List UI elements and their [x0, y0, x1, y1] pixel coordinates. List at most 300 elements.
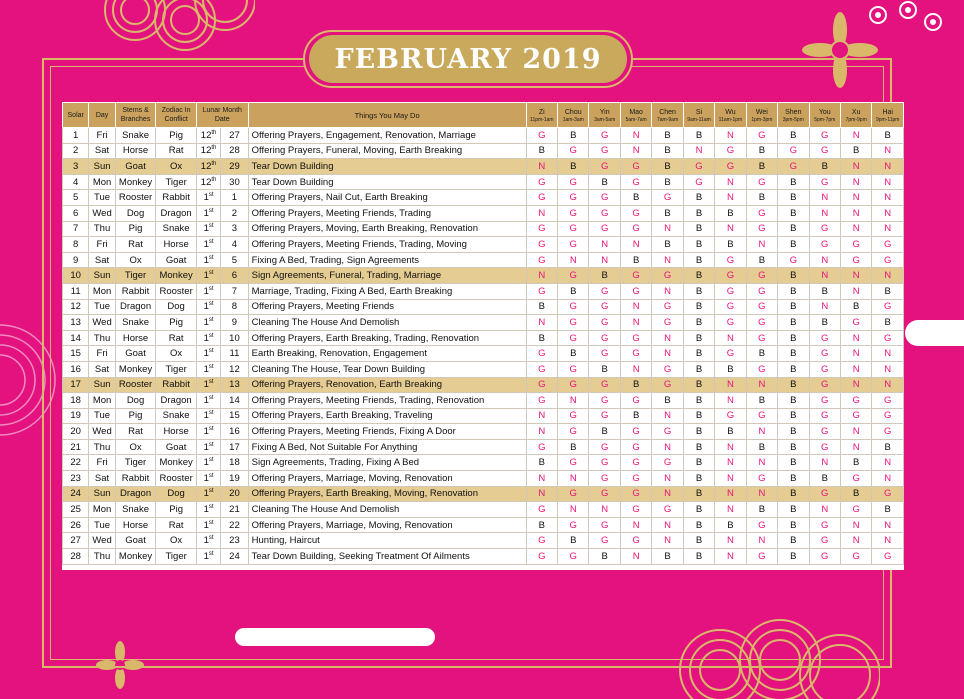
lunar-date-cell: 5 — [221, 252, 248, 268]
hour-rating-cell: N — [652, 283, 683, 299]
day-cell: Mon — [89, 502, 115, 518]
hour-rating-cell: G — [809, 346, 840, 362]
hour-rating-cell: N — [620, 128, 651, 144]
hour-rating-cell: B — [683, 128, 714, 144]
lunar-month-number: 1 — [203, 363, 209, 375]
hour-rating-cell: G — [526, 549, 557, 565]
lunar-month-number: 12 — [200, 145, 212, 157]
zodiac-conflict-cell: Dragon — [156, 205, 197, 221]
hour-rating-cell: G — [558, 190, 589, 206]
table-row — [63, 533, 904, 549]
hour-rating-cell: N — [558, 502, 589, 518]
lunar-month-cell — [196, 455, 220, 471]
solar-date-cell: 21 — [63, 439, 89, 455]
day-cell: Wed — [89, 315, 115, 331]
header-hour: Wei 1pm-3pm — [746, 103, 777, 128]
lunar-month-suffix: st — [208, 192, 214, 199]
hour-rating-cell: G — [558, 299, 589, 315]
hour-rating-cell: G — [872, 408, 904, 424]
hour-rating-cell: G — [840, 471, 871, 487]
hour-rating-cell: B — [620, 377, 651, 393]
table-row — [63, 361, 904, 377]
activities-cell: Cleaning The House, Tear Down Building — [248, 361, 526, 377]
lunar-month-suffix: th — [211, 129, 217, 136]
lunar-date-cell: 12 — [221, 361, 248, 377]
hour-rating-cell: G — [620, 439, 651, 455]
day-cell: Fri — [89, 237, 115, 253]
lunar-date-cell: 27 — [221, 128, 248, 144]
hour-rating-cell: G — [840, 393, 871, 409]
hour-rating-cell: B — [683, 268, 714, 284]
lunar-month-cell — [196, 502, 220, 518]
header-lunar: Lunar Month Date — [196, 103, 248, 128]
hour-rating-cell: G — [809, 549, 840, 565]
hour-rating-cell: B — [840, 455, 871, 471]
stem-branch-cell: Snake — [115, 502, 156, 518]
lunar-month-suffix: st — [208, 425, 214, 432]
lunar-date-cell: 24 — [221, 549, 248, 565]
lunar-month-suffix: st — [208, 238, 214, 245]
hour-rating-cell: G — [715, 283, 746, 299]
hour-rating-cell: N — [840, 174, 871, 190]
activities-cell: Offering Prayers, Funeral, Moving, Earth Breaking — [248, 143, 526, 159]
hour-rating-cell: G — [809, 424, 840, 440]
stem-branch-cell: Monkey — [115, 549, 156, 565]
table-row — [63, 471, 904, 487]
hour-rating-cell: B — [589, 361, 620, 377]
hour-rating-cell: G — [558, 455, 589, 471]
table-row — [63, 517, 904, 533]
stem-branch-cell: Tiger — [115, 455, 156, 471]
activities-cell: Offering Prayers, Meeting Friends, Trading, Renovation — [248, 393, 526, 409]
header-hour: Chou 1am-3am — [558, 103, 589, 128]
hour-rating-cell: G — [840, 315, 871, 331]
lunar-date-cell: 6 — [221, 268, 248, 284]
hour-rating-cell: B — [715, 517, 746, 533]
hour-rating-cell: G — [558, 205, 589, 221]
stem-branch-cell: Dragon — [115, 299, 156, 315]
hour-rating-cell: G — [558, 517, 589, 533]
hour-rating-cell: N — [620, 299, 651, 315]
hour-rating-cell: G — [778, 252, 809, 268]
table-row — [63, 299, 904, 315]
hour-rating-cell: B — [683, 361, 714, 377]
hour-rating-cell: B — [652, 205, 683, 221]
hour-rating-cell: B — [683, 517, 714, 533]
header-hour: Hai 9pm-11pm — [872, 103, 904, 128]
hour-rating-cell: B — [746, 393, 777, 409]
lunar-month-cell — [196, 159, 220, 175]
lunar-month-cell — [196, 174, 220, 190]
zodiac-conflict-cell: Rooster — [156, 471, 197, 487]
table-row — [63, 346, 904, 362]
page-title: FEBRUARY 2019 — [334, 43, 602, 75]
hour-rating-cell: N — [872, 174, 904, 190]
day-cell: Sun — [89, 377, 115, 393]
header-zodiac: Zodiac In Conflict — [156, 103, 197, 128]
header-stems: Stems & Branches — [115, 103, 156, 128]
lunar-month-number: 1 — [203, 488, 209, 500]
hour-rating-cell: G — [589, 205, 620, 221]
hour-rating-cell: N — [652, 533, 683, 549]
table-row — [63, 283, 904, 299]
stem-branch-cell: Horse — [115, 143, 156, 159]
header-hour: Si 9am-11am — [683, 103, 714, 128]
day-cell: Thu — [89, 549, 115, 565]
hour-rating-cell: N — [715, 174, 746, 190]
hour-rating-cell: G — [746, 408, 777, 424]
lunar-month-cell — [196, 361, 220, 377]
day-cell: Thu — [89, 221, 115, 237]
hour-rating-cell: G — [620, 393, 651, 409]
stem-branch-cell: Horse — [115, 330, 156, 346]
lunar-month-suffix: st — [208, 488, 214, 495]
hour-rating-cell: N — [715, 549, 746, 565]
hour-rating-cell: G — [620, 330, 651, 346]
lunar-month-cell — [196, 128, 220, 144]
lunar-month-suffix: st — [208, 301, 214, 308]
hour-rating-cell: N — [620, 143, 651, 159]
activities-cell: Fixing A Bed, Trading, Sign Agreements — [248, 252, 526, 268]
lunar-month-cell — [196, 315, 220, 331]
hour-rating-cell: B — [683, 283, 714, 299]
hour-rating-cell: B — [526, 299, 557, 315]
hour-rating-cell: B — [778, 533, 809, 549]
hour-rating-cell: G — [809, 486, 840, 502]
table-row — [63, 439, 904, 455]
hour-rating-cell: G — [746, 174, 777, 190]
hour-rating-cell: G — [746, 268, 777, 284]
stem-branch-cell: Rooster — [115, 190, 156, 206]
hour-rating-cell: B — [778, 283, 809, 299]
lunar-date-cell: 11 — [221, 346, 248, 362]
header-hour: Mao 5am-7am — [620, 103, 651, 128]
hour-rating-cell: N — [558, 252, 589, 268]
lunar-month-cell — [196, 299, 220, 315]
lunar-month-cell — [196, 393, 220, 409]
hour-rating-cell: B — [778, 128, 809, 144]
solar-date-cell: 24 — [63, 486, 89, 502]
day-cell: Sat — [89, 361, 115, 377]
stem-branch-cell: Goat — [115, 533, 156, 549]
hour-rating-cell: N — [652, 486, 683, 502]
header-day: Day — [89, 103, 115, 128]
hour-rating-cell: B — [778, 377, 809, 393]
solar-date-cell: 16 — [63, 361, 89, 377]
lunar-date-cell: 16 — [221, 424, 248, 440]
solar-date-cell: 3 — [63, 159, 89, 175]
hour-rating-cell: N — [715, 221, 746, 237]
hour-rating-cell: N — [620, 315, 651, 331]
hour-rating-cell: B — [715, 205, 746, 221]
stem-branch-cell: Snake — [115, 315, 156, 331]
lunar-month-suffix: st — [208, 363, 214, 370]
hour-rating-cell: G — [652, 190, 683, 206]
activities-cell: Offering Prayers, Earth Breaking, Traveling — [248, 408, 526, 424]
zodiac-conflict-cell: Rabbit — [156, 377, 197, 393]
hour-rating-cell: G — [746, 221, 777, 237]
hour-rating-cell: N — [652, 346, 683, 362]
stem-branch-cell: Goat — [115, 346, 156, 362]
zodiac-conflict-cell: Horse — [156, 237, 197, 253]
hour-rating-cell: G — [589, 128, 620, 144]
hour-rating-cell: B — [589, 174, 620, 190]
hour-rating-cell: B — [683, 471, 714, 487]
solar-date-cell: 7 — [63, 221, 89, 237]
hour-rating-cell: B — [683, 486, 714, 502]
hour-rating-cell: G — [620, 424, 651, 440]
hour-rating-cell: N — [620, 237, 651, 253]
hour-rating-cell: G — [809, 517, 840, 533]
hour-rating-cell: B — [526, 517, 557, 533]
day-cell: Sun — [89, 268, 115, 284]
stem-branch-cell: Monkey — [115, 174, 156, 190]
hour-rating-cell: N — [872, 205, 904, 221]
hour-rating-cell: N — [652, 439, 683, 455]
hour-rating-cell: B — [840, 299, 871, 315]
lunar-month-cell — [196, 252, 220, 268]
lunar-month-suffix: st — [208, 332, 214, 339]
hour-rating-cell: B — [558, 283, 589, 299]
hour-rating-cell: G — [746, 361, 777, 377]
hour-rating-cell: B — [683, 315, 714, 331]
solar-date-cell: 26 — [63, 517, 89, 533]
hour-rating-cell: B — [778, 455, 809, 471]
hour-rating-cell: G — [683, 174, 714, 190]
hour-rating-cell: N — [652, 252, 683, 268]
hour-rating-cell: B — [589, 549, 620, 565]
table-row — [63, 190, 904, 206]
lunar-date-cell: 1 — [221, 190, 248, 206]
lunar-date-cell: 3 — [221, 221, 248, 237]
solar-date-cell: 28 — [63, 549, 89, 565]
hour-rating-cell: G — [715, 268, 746, 284]
day-cell: Sat — [89, 143, 115, 159]
activities-cell: Offering Prayers, Meeting Friends, Trading, Moving — [248, 237, 526, 253]
day-cell: Fri — [89, 346, 115, 362]
zodiac-conflict-cell: Tiger — [156, 361, 197, 377]
hour-rating-cell: N — [746, 533, 777, 549]
hour-rating-cell: B — [620, 408, 651, 424]
hour-rating-cell: B — [683, 393, 714, 409]
hour-rating-cell: G — [746, 205, 777, 221]
stem-branch-cell: Dragon — [115, 486, 156, 502]
activities-cell: Offering Prayers, Earth Breaking, Trading, Renovation — [248, 330, 526, 346]
zodiac-conflict-cell: Monkey — [156, 268, 197, 284]
hour-rating-cell: N — [715, 533, 746, 549]
header-hour: Shen 3pm-5pm — [778, 103, 809, 128]
hour-rating-cell: B — [778, 361, 809, 377]
table-row — [63, 486, 904, 502]
zodiac-conflict-cell: Ox — [156, 346, 197, 362]
solar-date-cell: 10 — [63, 268, 89, 284]
lunar-month-number: 1 — [203, 550, 209, 562]
hour-rating-cell: B — [652, 237, 683, 253]
zodiac-conflict-cell: Pig — [156, 315, 197, 331]
hour-rating-cell: G — [558, 268, 589, 284]
hour-rating-cell: G — [683, 159, 714, 175]
activities-cell: Tear Down Building — [248, 174, 526, 190]
hour-rating-cell: G — [558, 237, 589, 253]
stem-branch-cell: Rabbit — [115, 283, 156, 299]
solar-date-cell: 8 — [63, 237, 89, 253]
lunar-month-suffix: st — [208, 316, 214, 323]
hour-rating-cell: B — [683, 533, 714, 549]
solar-date-cell: 12 — [63, 299, 89, 315]
day-cell: Thu — [89, 439, 115, 455]
hour-rating-cell: G — [809, 393, 840, 409]
hour-rating-cell: B — [872, 439, 904, 455]
hour-rating-cell: G — [746, 283, 777, 299]
lunar-month-number: 1 — [203, 192, 209, 204]
hour-rating-cell: B — [558, 128, 589, 144]
hour-rating-cell: B — [683, 502, 714, 518]
hour-rating-cell: G — [620, 502, 651, 518]
stem-branch-cell: Rabbit — [115, 471, 156, 487]
lunar-month-cell — [196, 346, 220, 362]
hour-rating-cell: G — [620, 533, 651, 549]
lunar-month-number: 1 — [203, 301, 209, 313]
hour-rating-cell: B — [746, 502, 777, 518]
lunar-month-number: 1 — [203, 316, 209, 328]
activities-cell: Offering Prayers, Nail Cut, Earth Breaking — [248, 190, 526, 206]
hour-rating-cell: G — [840, 549, 871, 565]
hour-rating-cell: G — [809, 330, 840, 346]
hour-rating-cell: G — [589, 221, 620, 237]
activities-cell: Earth Breaking, Renovation, Engagement — [248, 346, 526, 362]
hour-rating-cell: G — [746, 330, 777, 346]
lunar-month-number: 1 — [203, 441, 209, 453]
hour-rating-cell: G — [526, 502, 557, 518]
hour-rating-cell: G — [652, 299, 683, 315]
stem-branch-cell: Dog — [115, 205, 156, 221]
activities-cell: Offering Prayers, Meeting Friends, Trading — [248, 205, 526, 221]
hour-rating-cell: B — [652, 143, 683, 159]
solar-date-cell: 14 — [63, 330, 89, 346]
table-row — [63, 424, 904, 440]
lunar-month-cell — [196, 517, 220, 533]
hour-rating-cell: B — [683, 549, 714, 565]
lunar-month-number: 1 — [203, 223, 209, 235]
lunar-date-cell: 22 — [221, 517, 248, 533]
stem-branch-cell: Rooster — [115, 377, 156, 393]
hour-rating-cell: B — [526, 330, 557, 346]
hour-rating-cell: N — [652, 471, 683, 487]
activities-cell: Sign Agreements, Funeral, Trading, Marriage — [248, 268, 526, 284]
hour-rating-cell: G — [526, 361, 557, 377]
hour-rating-cell: G — [872, 299, 904, 315]
activities-cell: Offering Prayers, Moving, Earth Breaking, Renovation — [248, 221, 526, 237]
hour-rating-cell: B — [558, 346, 589, 362]
lunar-month-cell — [196, 205, 220, 221]
hour-rating-cell: G — [809, 408, 840, 424]
hour-rating-cell: G — [809, 237, 840, 253]
lunar-date-cell: 2 — [221, 205, 248, 221]
table-row — [63, 315, 904, 331]
hour-rating-cell: G — [526, 346, 557, 362]
hour-rating-cell: G — [715, 315, 746, 331]
hour-rating-cell: G — [809, 128, 840, 144]
solar-date-cell: 1 — [63, 128, 89, 144]
lunar-month-suffix: st — [208, 285, 214, 292]
hour-rating-cell: N — [652, 221, 683, 237]
hour-rating-cell: G — [652, 455, 683, 471]
hour-rating-cell: B — [652, 159, 683, 175]
hour-rating-cell: G — [526, 237, 557, 253]
hour-rating-cell: B — [652, 393, 683, 409]
hour-rating-cell: G — [872, 237, 904, 253]
lunar-month-suffix: st — [208, 223, 214, 230]
hour-rating-cell: N — [652, 408, 683, 424]
lunar-month-suffix: st — [208, 269, 214, 276]
hour-rating-cell: G — [809, 143, 840, 159]
hour-rating-cell: N — [809, 190, 840, 206]
lunar-month-cell — [196, 283, 220, 299]
hour-rating-cell: N — [715, 393, 746, 409]
hour-rating-cell: G — [558, 549, 589, 565]
lunar-month-number: 12 — [200, 176, 212, 188]
lunar-month-cell — [196, 549, 220, 565]
solar-date-cell: 25 — [63, 502, 89, 518]
hour-rating-cell: G — [840, 408, 871, 424]
day-cell: Thu — [89, 330, 115, 346]
hour-rating-cell: B — [809, 283, 840, 299]
activities-cell: Offering Prayers, Marriage, Moving, Renovation — [248, 471, 526, 487]
lunar-month-cell — [196, 190, 220, 206]
hour-rating-cell: N — [620, 549, 651, 565]
hour-rating-cell: N — [746, 455, 777, 471]
activities-cell: Cleaning The House And Demolish — [248, 502, 526, 518]
day-cell: Mon — [89, 283, 115, 299]
day-cell: Sun — [89, 486, 115, 502]
hour-rating-cell: B — [778, 486, 809, 502]
hour-rating-cell: N — [558, 393, 589, 409]
hour-rating-cell: G — [809, 377, 840, 393]
hour-rating-cell: G — [526, 252, 557, 268]
hour-rating-cell: B — [872, 502, 904, 518]
hour-rating-cell: B — [683, 455, 714, 471]
hour-rating-cell: N — [872, 346, 904, 362]
hour-rating-cell: B — [809, 159, 840, 175]
hour-rating-cell: G — [558, 315, 589, 331]
lunar-month-suffix: st — [208, 347, 214, 354]
lunar-month-suffix: st — [208, 441, 214, 448]
activities-cell: Tear Down Building, Seeking Treatment Of Ailments — [248, 549, 526, 565]
hour-rating-cell: B — [778, 439, 809, 455]
stem-branch-cell: Dog — [115, 393, 156, 409]
hour-rating-cell: G — [589, 143, 620, 159]
table-row — [63, 377, 904, 393]
day-cell: Sun — [89, 159, 115, 175]
table-row — [63, 268, 904, 284]
hour-rating-cell: N — [840, 268, 871, 284]
header-row — [63, 103, 904, 128]
hour-rating-cell: N — [840, 128, 871, 144]
hour-rating-cell: B — [683, 377, 714, 393]
zodiac-conflict-cell: Ox — [156, 159, 197, 175]
hour-rating-cell: N — [872, 471, 904, 487]
activities-cell: Offering Prayers, Meeting Friends, Fixing A Door — [248, 424, 526, 440]
hour-rating-cell: B — [746, 252, 777, 268]
zodiac-conflict-cell: Goat — [156, 252, 197, 268]
hour-rating-cell: G — [526, 283, 557, 299]
hour-rating-cell: N — [809, 268, 840, 284]
hour-rating-cell: N — [715, 502, 746, 518]
hour-rating-cell: B — [778, 205, 809, 221]
hour-rating-cell: N — [652, 517, 683, 533]
hour-rating-cell: G — [652, 377, 683, 393]
hour-rating-cell: N — [872, 533, 904, 549]
